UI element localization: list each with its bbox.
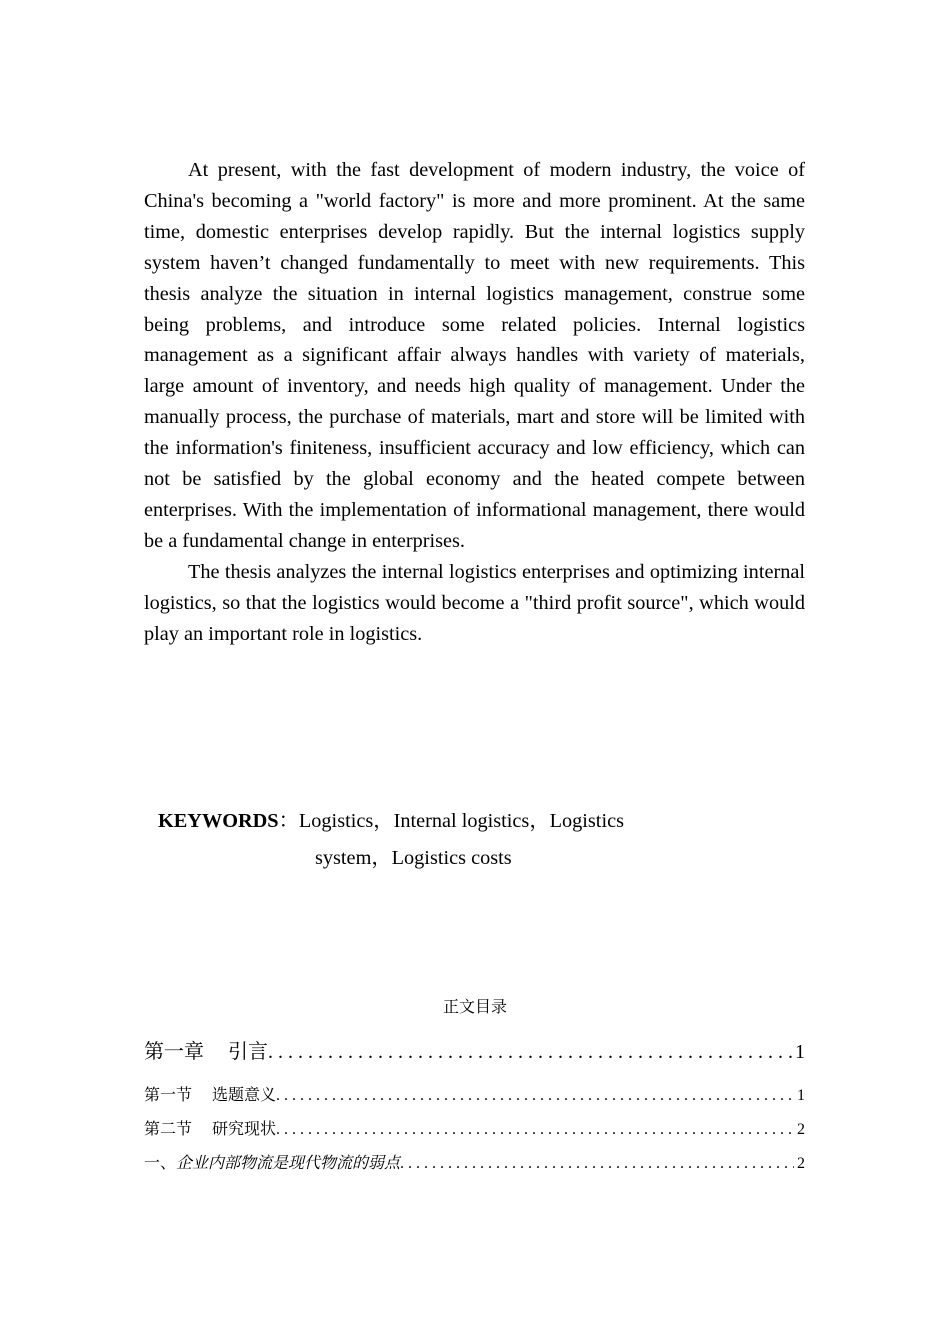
toc-page-number: 1 — [797, 1087, 805, 1104]
toc-entry-title: 引言 — [228, 1039, 268, 1063]
keywords-line-1 — [158, 803, 718, 840]
keyword-separator: ， — [371, 847, 392, 869]
keywords-line-2 — [158, 840, 718, 877]
keyword-separator: ， — [529, 810, 550, 832]
keyword-separator: ， — [373, 810, 394, 832]
keywords-label: KEYWORDS — [158, 810, 279, 832]
toc-entry-section-2[interactable] — [144, 1112, 805, 1146]
table-of-contents — [144, 1034, 805, 1180]
abstract-paragraph-1: At present, with the fast development of modern industry, the voice of China's becoming a "world factory" is more and more prominent. At the same time, domestic enterprises develop rapidly. But the internal logistics supply system haven’t changed fundamentally to meet with new requirements. This thesis analyze the situation in internal logistics management, construe some being problems, and introduce some related policies. Internal logistics management as a significant affair always handles with variety of materials, large amount of inventory, and needs high quality of management. Under the manually process, the purchase of materials, mart and store will be limited with the information's finiteness, insufficient accuracy and low efficiency, which can not be satisfied by the global economy and the heated compete between enterprises. With the implementation of informational management, there would be a fundamental change in enterprises. — [144, 159, 805, 552]
toc-dot-leader — [268, 1035, 792, 1068]
toc-entry-section-1[interactable] — [144, 1078, 805, 1112]
keyword-item: Logistics costs — [391, 847, 512, 869]
toc-entry-title: 企业内部物流是现代物流的弱点 — [176, 1153, 401, 1172]
keyword-item: system — [315, 847, 372, 869]
toc-dot-leader — [276, 1079, 794, 1112]
keyword-item: Logistics — [549, 810, 624, 832]
abstract-paragraph-2: The thesis analyzes the internal logistics enterprises and optimizing internal logistics, so that the logistics would become a "third profit source", which would play an important role in logistics. — [144, 560, 805, 645]
toc-entry-prefix: 第一章 — [144, 1039, 204, 1063]
keyword-item: Logistics — [298, 810, 374, 832]
toc-entry-chapter-1[interactable] — [144, 1034, 805, 1068]
toc-entry-subsection-1[interactable] — [144, 1146, 805, 1180]
toc-entry-prefix: 一、 — [144, 1153, 177, 1172]
keywords-block — [158, 803, 718, 877]
toc-page-number: 2 — [797, 1155, 805, 1172]
keyword-item: Internal logistics — [393, 810, 530, 832]
toc-page-number: 2 — [797, 1121, 805, 1138]
toc-dot-leader — [276, 1113, 794, 1146]
toc-entry-title: 研究现状 — [212, 1119, 277, 1138]
toc-entry-prefix: 第二节 — [144, 1119, 193, 1138]
toc-entry-title: 选题意义 — [212, 1085, 277, 1104]
toc-title: 正文目录 — [442, 997, 507, 1016]
toc-dot-leader — [400, 1147, 794, 1180]
keywords-colon: ： — [278, 810, 299, 832]
abstract-body — [144, 155, 805, 650]
toc-page-number: 1 — [795, 1041, 805, 1063]
toc-entry-prefix: 第一节 — [144, 1085, 193, 1104]
